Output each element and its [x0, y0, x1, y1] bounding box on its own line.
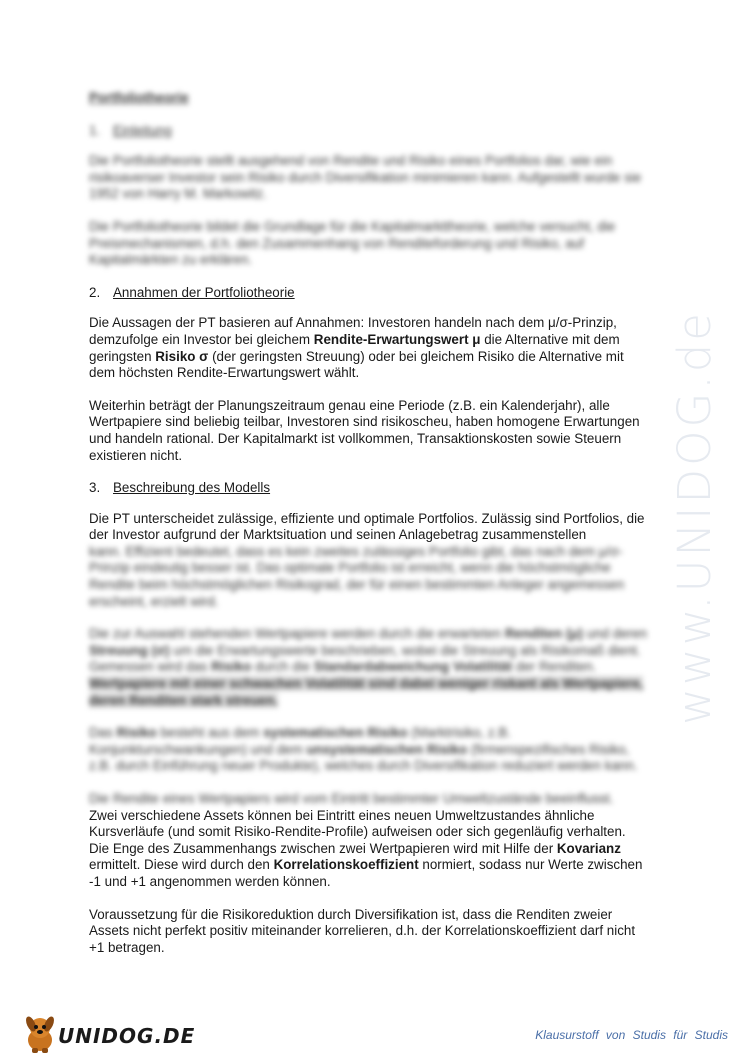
- document-title: Portfoliotheorie: [89, 90, 189, 105]
- section-3-paragraph-1-continued: kann. Effizient bedeutet, dass es kein zweites zulässiges Portfolio gibt, das nach dem μ/σ-Prinzip eindeutig besser ist. Das optimale Portfolio ist erreicht, wenn die höchstmögliche Rendite beim höchstmöglichen Risikograd, der für einen bestimmten Anleger angemessen erscheint, erzielt wird.: [89, 543, 625, 609]
- text-run: Das: [89, 725, 117, 741]
- bold-term-standardabweichung: Standardabweichung Volatilität: [313, 659, 513, 675]
- text-run: normiert, sodass nur Werte zwischen -1 und +1 angenommen werden können.: [89, 857, 643, 889]
- section-3-heading: [89, 480, 649, 497]
- section-3-paragraph-3: [89, 725, 649, 775]
- text-run: ermittelt. Diese wird durch den: [89, 857, 274, 873]
- section-1-title: Einleitung: [113, 122, 172, 138]
- bold-term-unsystematisch: unsystematischen Risiko: [306, 741, 468, 757]
- logo-text: UNIDOG.DE: [58, 1024, 196, 1048]
- text-run: Die zur Auswahl stehenden Wertpapiere werden durch die erwarteten: [89, 626, 505, 642]
- text-run: Die PT unterscheidet zulässige, effiziente und optimale Portfolios. Zulässig sind Portfolios, die der Investor aufgrund der Marktsituation und seinen Anlagebetrag zusammenstellen: [89, 510, 645, 543]
- section-3-paragraph-1: [89, 511, 649, 544]
- text-run: Die Aussagen der PT basieren auf Annahmen: Investoren handeln nach dem μ/σ-Prinzip, demzufolge ein Investor bei gleichem: [89, 315, 617, 347]
- text-run: (Marktrisiko, z.B. Konjunkturschwankungen) und dem: [89, 725, 511, 757]
- unidog-logo: [22, 1012, 196, 1056]
- text-run: Zwei verschiedene Assets können bei Eintritt eines neuen Umweltzustandes ähnliche Kursverläufe (und somit Risiko-Rendite-Profile) aufweisen oder sich gegenläufig verhalten. Die Enge des Zusammenhangs zwischen zwei Wertpapieren wird mit Hilfe der: [89, 807, 626, 856]
- section-2-paragraph-2: Weiterhin beträgt der Planungszeitraum genau eine Periode (z.B. ein Kalenderjahr), alle Wertpapiere sind beliebig teilbar, Investoren sind risikoscheu, haben homogene Erwartungen und handeln rational. Der Kapitalmarkt ist vollkommen, Transaktionskosten sowie Steuern existieren nicht.: [89, 397, 640, 463]
- document-content: [89, 82, 649, 972]
- section-1-heading: [89, 123, 649, 140]
- text-run: besteht aus dem: [156, 725, 264, 741]
- text-run: der Renditen.: [512, 659, 597, 675]
- text-run: die Alternative mit dem geringsten: [89, 331, 620, 364]
- bold-term-streuung: Streuung (σ): [89, 642, 170, 658]
- footer-tagline: Klausurstoff von Studis für Studis: [535, 1028, 728, 1042]
- section-2-paragraph-1: [89, 315, 649, 381]
- text-run: um die Erwartungswerte beschrieben, wobei die Streuung als Risikomaß dient. Gemessen wird das: [89, 642, 641, 675]
- bold-term-korrelationskoeffizient: Korrelationskoeffizient: [273, 857, 419, 873]
- text-run: (firmenspezifisches Risiko, z.B. durch Einführung neuer Produkte), welches durch Diversifikation reduziert werden kann.: [89, 741, 638, 774]
- section-3-paragraph-4: [89, 791, 649, 891]
- section-1-paragraph-1: Die Portfoliotheorie stellt ausgehend von Rendite und Risiko eines Portfolios dar, wie ein risikoaverser Investor sein Risiko durch Diversifikation minimieren kann. Aufgestellt wurde sie 1952 von Harry M. Markowitz.: [89, 153, 642, 202]
- section-1-number: 1.: [89, 122, 101, 138]
- text-run: und deren: [582, 626, 647, 642]
- bold-term-risiko: Risiko: [211, 659, 252, 675]
- section-2-heading: [89, 285, 649, 302]
- section-2-title: Annahmen der Portfoliotheorie: [113, 284, 295, 300]
- text-run-blurred: Die Rendite eines Wertpapiers wird vom Eintritt bestimmter Umweltzustände beeinflusst.: [89, 791, 614, 806]
- text-run: (der geringsten Streuung) oder bei gleichem Risiko die Alternative mit dem höchsten Rendite-Erwartungswert wählt.: [89, 348, 624, 381]
- section-3-number: 3.: [89, 480, 101, 496]
- bold-term-renditen: Renditen (μ): [504, 626, 583, 642]
- watermark: www.UNIDOG.de: [668, 310, 721, 725]
- text-run: durch die: [251, 659, 314, 675]
- bold-term-rendite: Rendite-Erwartungswert μ: [313, 331, 481, 347]
- bold-term-risiko: Risiko: [116, 725, 157, 741]
- bold-term-systematisch: systematischen Risiko: [263, 725, 408, 741]
- bold-term-risiko: Risiko σ: [155, 348, 209, 364]
- highlighted-sentence: Wertpapiere mit einer schwachen Volatilität sind dabei weniger riskant als Wertpapiere, deren Renditen stark streuen.: [89, 676, 644, 708]
- section-3-title: Beschreibung des Modells: [113, 480, 271, 496]
- dog-mascot-icon: [22, 1014, 58, 1054]
- section-3-paragraph-5: Voraussetzung für die Risikoreduktion durch Diversifikation ist, dass die Renditen zweier Assets nicht perfekt positiv miteinander korrelieren, d.h. der Korrelationskoeffizient darf nicht +1 betragen.: [89, 906, 636, 955]
- section-2-number: 2.: [89, 284, 101, 300]
- section-1-paragraph-2: Die Portfoliotheorie bildet die Grundlage für die Kapitalmarkttheorie, welche versucht, die Preismechanismen, d.h. den Zusammenhang von Renditeforderung und Risiko, auf Kapitalmärkten zu erklären.: [89, 218, 616, 268]
- section-3-paragraph-2: [89, 626, 649, 709]
- bold-term-kovarianz: Kovarianz: [556, 840, 621, 856]
